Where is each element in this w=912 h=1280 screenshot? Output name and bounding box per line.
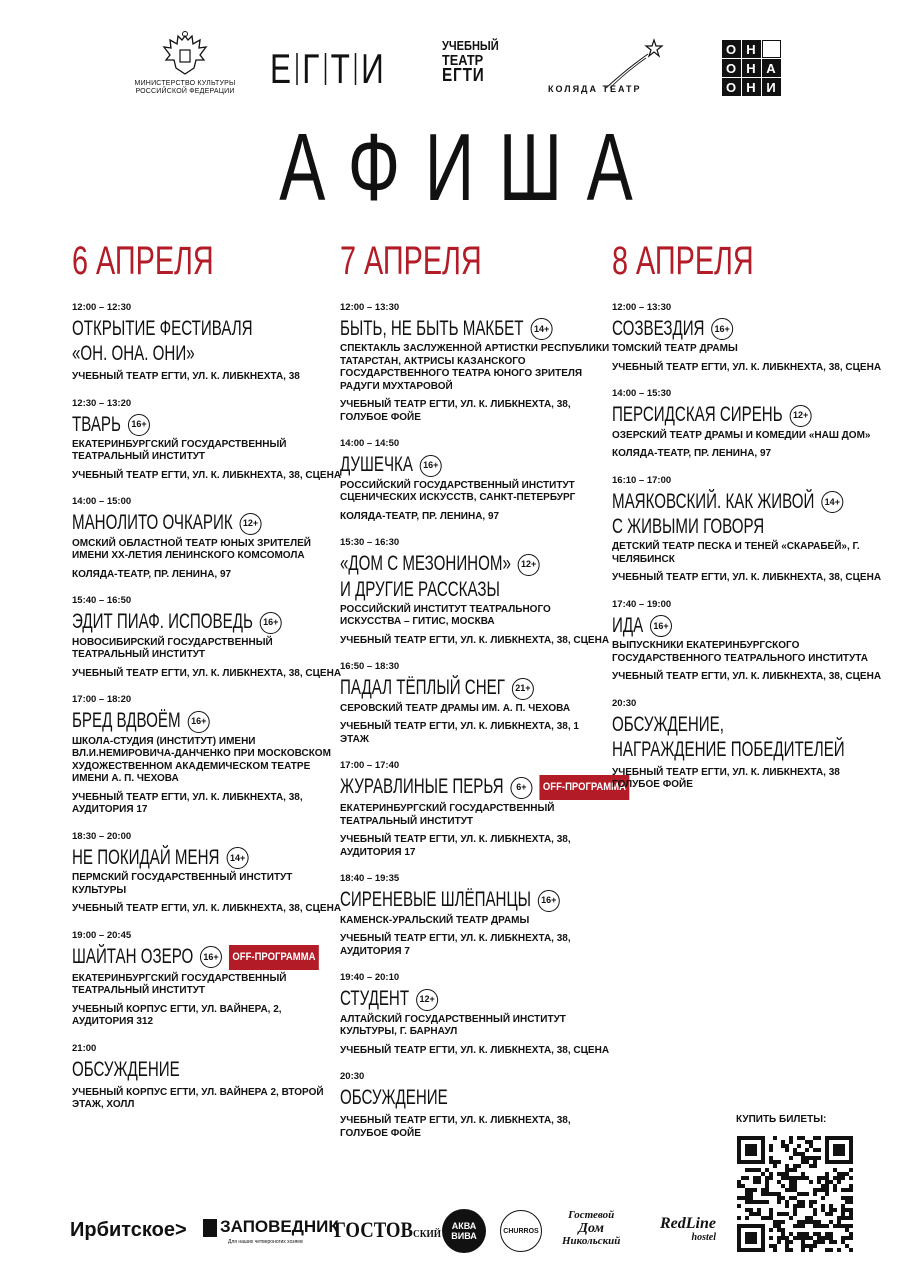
event-venue: УЧЕБНЫЙ ТЕАТР ЕГТИ, УЛ. К. ЛИБКНЕХТА, 38, СЦЕНА bbox=[72, 903, 342, 915]
event-item bbox=[340, 537, 610, 647]
event-venue: КОЛЯДА-ТЕАТР, ПР. ЛЕНИНА, 97 bbox=[340, 510, 500, 522]
event-venue: УЧЕБНЫЙ ТЕАТР ЕГТИ, УЛ. К. ЛИБКНЕХТА, 38, СЦЕНА bbox=[612, 572, 882, 584]
event-venue: УЧЕБНЫЙ ТЕАТР ЕГТИ, УЛ. К. ЛИБКНЕХТА, 38 bbox=[72, 371, 300, 382]
event-title bbox=[340, 552, 614, 575]
sponsor-zapovednik-logo bbox=[203, 1217, 339, 1237]
event-time: 12:00 – 12:30 bbox=[72, 302, 132, 313]
event-title bbox=[72, 317, 346, 340]
event-company: ТОМСКИЙ ТЕАТР ДРАМЫ bbox=[612, 343, 738, 355]
event-title-text: ОБСУЖДЕНИЕ bbox=[72, 1057, 180, 1081]
event-item bbox=[72, 398, 342, 483]
ono-cell: Н bbox=[742, 59, 761, 77]
event-item bbox=[612, 302, 882, 374]
kolyada-logo bbox=[548, 38, 668, 98]
qr-code-icon[interactable] bbox=[737, 1136, 853, 1252]
event-time: 12:00 – 13:30 bbox=[612, 302, 672, 313]
event-time: 15:40 – 16:50 bbox=[72, 595, 132, 607]
age-rating-badge: 12+ bbox=[518, 554, 540, 576]
event-venue: УЧЕБНЫЙ ТЕАТР ЕГТИ, УЛ. К. ЛИБКНЕХТА, 38, СЦЕНА bbox=[340, 634, 610, 646]
event-title-text: ШАЙТАН ОЗЕРО bbox=[72, 944, 194, 968]
event-title bbox=[612, 614, 886, 637]
ono-cell: О bbox=[722, 40, 741, 58]
eagle-emblem-icon bbox=[162, 30, 208, 78]
event-venue: УЧЕБНЫЙ ТЕАТР ЕГТИ, УЛ. К. ЛИБКНЕХТА, 38, СЦЕНА bbox=[72, 469, 342, 481]
gostevoy-line: Гостевой bbox=[568, 1209, 615, 1221]
event-title bbox=[72, 413, 346, 436]
sponsor-zapovednik-text: ЗАПОВЕДНИК bbox=[220, 1217, 339, 1236]
ono-cell: И bbox=[762, 78, 781, 96]
event-item bbox=[72, 1043, 342, 1112]
gostov-suffix: СКИЙ bbox=[412, 1228, 442, 1240]
event-title bbox=[340, 987, 614, 1010]
day-column bbox=[612, 238, 882, 806]
event-item bbox=[72, 595, 342, 680]
event-title-text: ЭДИТ ПИАФ. ИСПОВЕДЬ bbox=[72, 610, 253, 634]
gostov-text: ГОСТОВ bbox=[334, 1217, 413, 1242]
event-company: СЕРОВСКИЙ ТЕАТР ДРАМЫ ИМ. А. П. ЧЕХОВА bbox=[340, 702, 571, 714]
event-company: ЕКАТЕРИНБУРГСКИЙ ГОСУДАРСТВЕННЫЙ ТЕАТРАЛЬНЫЙ ИНСТИТУТ bbox=[340, 803, 555, 827]
event-venue: УЧЕБНЫЙ ТЕАТР ЕГТИ, УЛ. К. ЛИБКНЕХТА, 38, ГОЛУБОЕ ФОЙЕ bbox=[340, 399, 571, 423]
event-item bbox=[72, 302, 342, 384]
event-title-text: ТВАРЬ bbox=[72, 412, 121, 436]
sponsor-churros-logo: CHURROS bbox=[500, 1210, 542, 1252]
event-title-text: ПАДАЛ ТЁПЛЫЙ СНЕГ bbox=[340, 676, 505, 700]
buy-tickets-label: КУПИТЬ БИЛЕТЫ: bbox=[736, 1114, 827, 1125]
day-column bbox=[72, 238, 342, 1126]
event-time: 12:30 – 13:20 bbox=[72, 397, 132, 409]
day-heading: 7 АПРЕЛЯ bbox=[340, 239, 482, 283]
sponsor-zapovednik-subtitle: Для наших четвероногих хозяев bbox=[228, 1239, 303, 1245]
age-rating-badge: 6+ bbox=[511, 777, 533, 799]
age-rating-badge: 16+ bbox=[650, 615, 672, 637]
egti-logo bbox=[270, 45, 384, 93]
age-rating-badge: 16+ bbox=[128, 414, 150, 436]
event-venue: УЧЕБНЫЙ КОРПУС ЕГТИ, УЛ. ВАЙНЕРА 2, ВТОРОЙ ЭТАЖ, ХОЛЛ bbox=[72, 1086, 324, 1111]
event-title bbox=[612, 490, 886, 513]
ono-cell: А bbox=[762, 59, 781, 77]
event-company: ЕКАТЕРИНБУРГСКИЙ ГОСУДАРСТВЕННЫЙ ТЕАТРАЛЬНЫЙ ИНСТИТУТ bbox=[72, 972, 287, 997]
event-time: 21:00 bbox=[72, 1042, 97, 1054]
ono-cell: О bbox=[722, 59, 741, 77]
ut-line: ТЕАТР bbox=[442, 52, 484, 69]
event-company: КАМЕНСК-УРАЛЬСКИЙ ТЕАТР ДРАМЫ bbox=[340, 914, 530, 926]
event-company: ВЫПУСКНИКИ ЕКАТЕРИНБУРГСКОГО ГОСУДАРСТВЕННОГО ТЕАТРАЛЬНОГО ИНСТИТУТА bbox=[612, 640, 868, 664]
ut-line: ЕГТИ bbox=[442, 65, 485, 85]
age-rating-badge: 14+ bbox=[530, 318, 552, 340]
gostevoy-line: Дом bbox=[578, 1221, 605, 1236]
sponsor-gostovskiy-logo bbox=[334, 1217, 441, 1243]
age-rating-badge: 16+ bbox=[260, 612, 282, 634]
event-time: 20:30 bbox=[612, 697, 637, 709]
day-column bbox=[340, 238, 627, 1154]
header-logos bbox=[0, 0, 912, 115]
event-time: 14:00 – 15:30 bbox=[612, 388, 672, 400]
kolyada-text: КОЛЯДА ТЕАТР bbox=[548, 84, 642, 94]
sponsors-bar bbox=[70, 1205, 720, 1255]
event-item bbox=[340, 661, 610, 746]
event-item bbox=[612, 698, 882, 792]
event-title-text: И ДРУГИЕ РАССКАЗЫ bbox=[340, 577, 500, 601]
egti-letter: Е bbox=[270, 45, 292, 92]
event-item bbox=[612, 599, 882, 684]
event-title-text: МАЯКОВСКИЙ. КАК ЖИВОЙ bbox=[612, 489, 815, 513]
event-title-text: «ОН. ОНА. ОНИ» bbox=[72, 342, 195, 365]
event-title bbox=[612, 713, 886, 736]
event-time: 17:00 – 18:20 bbox=[72, 694, 132, 706]
event-venue: УЧЕБНЫЙ ТЕАТР ЕГТИ, УЛ. К. ЛИБКНЕХТА, 38, ГОЛУБОЕ ФОЙЕ bbox=[340, 1115, 571, 1139]
ministry-text: МИНИСТЕРСТВО КУЛЬТУРЫ РОССИЙСКОЙ ФЕДЕРАЦИИ bbox=[134, 80, 236, 95]
event-title bbox=[72, 342, 346, 365]
event-title bbox=[340, 888, 614, 911]
event-company: ОЗЕРСКИЙ ТЕАТР ДРАМЫ И КОМЕДИИ «НАШ ДОМ» bbox=[612, 429, 871, 441]
event-title bbox=[612, 738, 886, 761]
event-title bbox=[612, 317, 886, 340]
event-item bbox=[612, 475, 882, 585]
event-venue: УЧЕБНЫЙ ТЕАТР ЕГТИ, УЛ. К. ЛИБКНЕХТА, 38, АУДИТОРИЯ 17 bbox=[340, 834, 571, 858]
event-venue: УЧЕБНЫЙ ТЕАТР ЕГТИ, УЛ. К. ЛИБКНЕХТА, 38, АУДИТОРИЯ 7 bbox=[340, 933, 571, 957]
event-venue: УЧЕБНЫЙ ТЕАТР ЕГТИ, УЛ. К. ЛИБКНЕХТА, 38, АУДИТОРИЯ 17 bbox=[72, 791, 303, 816]
akva-line: ВИВА bbox=[451, 1231, 477, 1241]
event-title-text: МАНОЛИТО ОЧКАРИК bbox=[72, 511, 233, 535]
event-title-text: БЫТЬ, НЕ БЫТЬ МАКБЕТ bbox=[340, 317, 524, 340]
event-title bbox=[72, 1058, 346, 1081]
sponsor-akva-viva-logo bbox=[442, 1209, 486, 1253]
event-venue: КОЛЯДА-ТЕАТР, ПР. ЛЕНИНА, 97 bbox=[72, 568, 232, 580]
event-time: 12:00 – 13:30 bbox=[340, 302, 400, 313]
sponsor-gostevoy-dom-logo bbox=[562, 1209, 620, 1248]
age-rating-badge: 16+ bbox=[420, 455, 442, 477]
event-title-text: ПЕРСИДСКАЯ СИРЕНЬ bbox=[612, 403, 783, 427]
event-item bbox=[340, 873, 610, 958]
event-time: 14:00 – 15:00 bbox=[72, 496, 132, 508]
event-time: 16:50 – 18:30 bbox=[340, 661, 400, 673]
event-time: 14:00 – 14:50 bbox=[340, 438, 400, 450]
event-item bbox=[612, 388, 882, 460]
off-program-badge: OFF-ПРОГРАММА bbox=[229, 945, 319, 970]
event-venue: УЧЕБНЫЙ ТЕАТР ЕГТИ, УЛ. К. ЛИБКНЕХТА, 38, СЦЕНА bbox=[340, 1044, 610, 1056]
zapovednik-icon bbox=[203, 1219, 217, 1237]
event-item bbox=[340, 302, 610, 424]
event-item bbox=[340, 972, 610, 1057]
ono-cell: О bbox=[722, 78, 741, 96]
event-venue: УЧЕБНЫЙ ТЕАТР ЕГТИ, УЛ. К. ЛИБКНЕХТА, 38 ГОЛУБОЕ ФОЙЕ bbox=[612, 766, 840, 791]
event-time: 19:00 – 20:45 bbox=[72, 929, 132, 941]
event-title bbox=[612, 515, 886, 538]
event-title-text: СИРЕНЕВЫЕ ШЛЁПАНЦЫ bbox=[340, 888, 532, 912]
ministry-logo bbox=[130, 30, 240, 96]
age-rating-badge: 14+ bbox=[821, 491, 843, 513]
event-title-text: С ЖИВЫМИ ГОВОРЯ bbox=[612, 515, 765, 539]
sponsor-redline-hostel-logo bbox=[660, 1217, 716, 1245]
day-heading: 6 АПРЕЛЯ bbox=[72, 239, 214, 283]
event-time: 19:40 – 20:10 bbox=[340, 972, 400, 984]
event-company: ПЕРМСКИЙ ГОСУДАРСТВЕННЫЙ ИНСТИТУТ КУЛЬТУРЫ bbox=[72, 872, 293, 896]
gostevoy-line: Никольский bbox=[562, 1235, 621, 1247]
event-item bbox=[340, 1071, 610, 1140]
event-time: 18:40 – 19:35 bbox=[340, 873, 400, 885]
event-title bbox=[340, 453, 614, 476]
event-venue: УЧЕБНЫЙ ТЕАТР ЕГТИ, УЛ. К. ЛИБКНЕХТА, 38, СЦЕНА bbox=[612, 361, 882, 373]
event-title bbox=[340, 317, 614, 340]
ono-cell: Н bbox=[742, 78, 761, 96]
event-company: АЛТАЙСКИЙ ГОСУДАРСТВЕННЫЙ ИНСТИТУТ КУЛЬТУРЫ, Г. БАРНАУЛ bbox=[340, 1013, 566, 1038]
event-venue: УЧЕБНЫЙ ТЕАТР ЕГТИ, УЛ. К. ЛИБКНЕХТА, 38, 1 ЭТАЖ bbox=[340, 721, 579, 745]
egti-letter: Г bbox=[302, 45, 321, 92]
ono-cell: Н bbox=[742, 40, 761, 58]
event-title-text: «ДОМ С МЕЗОНИНОМ» bbox=[340, 552, 511, 576]
event-title-text: ОБСУЖДЕНИЕ, bbox=[612, 712, 724, 736]
event-title-text: СТУДЕНТ bbox=[340, 987, 410, 1011]
event-item bbox=[72, 930, 342, 1029]
event-time: 16:10 – 17:00 bbox=[612, 474, 672, 486]
ut-line: УЧЕБНЫЙ bbox=[442, 38, 499, 53]
event-title-text: НАГРАЖДЕНИЕ ПОБЕДИТЕЛЕЙ bbox=[612, 737, 845, 761]
age-rating-badge: 16+ bbox=[538, 890, 560, 912]
event-item bbox=[340, 438, 610, 523]
age-rating-badge: 14+ bbox=[226, 847, 248, 869]
event-item bbox=[72, 496, 342, 581]
event-title bbox=[72, 945, 346, 970]
event-title bbox=[340, 1086, 614, 1109]
event-company: ШКОЛА-СТУДИЯ (ИНСТИТУТ) ИМЕНИ ВЛ.И.НЕМИРОВИЧА-ДАНЧЕНКО ПРИ МОСКОВСКОМ ХУДОЖЕСТВЕННОМ АКАДЕМИЧЕСКОМ ТЕАТРЕ ИМЕНИ А. П. ЧЕХОВА bbox=[72, 735, 331, 785]
event-venue: КОЛЯДА-ТЕАТР, ПР. ЛЕНИНА, 97 bbox=[612, 448, 772, 460]
page-title: АФИША bbox=[279, 114, 658, 221]
event-venue: УЧЕБНЫЙ КОРПУС ЕГТИ, УЛ. ВАЙНЕРА, 2, АУДИТОРИЯ 312 bbox=[72, 1003, 282, 1028]
day-heading: 8 АПРЕЛЯ bbox=[612, 239, 754, 283]
event-time: 20:30 bbox=[340, 1071, 365, 1083]
age-rating-badge: 12+ bbox=[790, 405, 812, 427]
event-company: ДЕТСКИЙ ТЕАТР ПЕСКА И ТЕНЕЙ «СКАРАБЕЙ», Г. ЧЕЛЯБИНСК bbox=[612, 541, 860, 565]
event-title-text: ДУШЕЧКА bbox=[340, 453, 413, 477]
event-title bbox=[340, 676, 614, 699]
event-title-text: ИДА bbox=[612, 613, 644, 637]
event-time: 18:30 – 20:00 bbox=[72, 830, 132, 842]
event-title bbox=[72, 846, 346, 869]
event-time: 17:40 – 19:00 bbox=[612, 598, 672, 610]
event-item bbox=[72, 831, 342, 916]
event-title bbox=[72, 709, 346, 732]
event-title bbox=[72, 511, 346, 534]
age-rating-badge: 21+ bbox=[512, 678, 534, 700]
event-title-text: СОЗВЕЗДИЯ bbox=[612, 317, 705, 340]
event-company: РОССИЙСКИЙ ГОСУДАРСТВЕННЫЙ ИНСТИТУТ СЦЕНИЧЕСКИХ ИСКУССТВ, САНКТ-ПЕТЕРБУРГ bbox=[340, 479, 576, 504]
event-title-text: ОТКРЫТИЕ ФЕСТИВАЛЯ bbox=[72, 317, 253, 340]
event-time: 15:30 – 16:30 bbox=[340, 537, 400, 549]
event-item bbox=[72, 694, 342, 816]
event-company: НОВОСИБИРСКИЙ ГОСУДАРСТВЕННЫЙ ТЕАТРАЛЬНЫЙ ИНСТИТУТ bbox=[72, 636, 273, 661]
age-rating-badge: 16+ bbox=[711, 318, 733, 340]
event-title-text: БРЕД ВДВОЁМ bbox=[72, 709, 181, 733]
event-company: СПЕКТАКЛЬ ЗАСЛУЖЕННОЙ АРТИСТКИ РЕСПУБЛИКИ ТАТАРСТАН, АКТРИСЫ КАЗАНСКОГО ГОСУДАРСТВЕННОГО ТЕАТРА ЮНОГО ЗРИТЕЛЯ РАДУГИ МУХТАРОВОЙ bbox=[340, 343, 610, 392]
event-title bbox=[340, 775, 627, 800]
age-rating-badge: 16+ bbox=[200, 946, 222, 968]
age-rating-badge: 16+ bbox=[188, 711, 210, 733]
off-program-badge: OFF-ПРОГРАММА bbox=[540, 775, 630, 800]
event-title-text: НЕ ПОКИДАЙ МЕНЯ bbox=[72, 845, 220, 869]
event-company: ЕКАТЕРИНБУРГСКИЙ ГОСУДАРСТВЕННЫЙ ТЕАТРАЛЬНЫЙ ИНСТИТУТ bbox=[72, 438, 287, 463]
uchebny-teatr-logo bbox=[442, 38, 499, 83]
event-title-text: ЖУРАВЛИНЫЕ ПЕРЬЯ bbox=[340, 775, 504, 799]
redline-sub: hostel bbox=[691, 1232, 716, 1243]
event-time: 17:00 – 17:40 bbox=[340, 760, 400, 772]
sponsor-irbitskoe-logo: Ирбитское> bbox=[70, 1219, 187, 1241]
egti-letter: Т bbox=[330, 45, 351, 92]
event-title bbox=[72, 610, 346, 633]
event-venue: УЧЕБНЫЙ ТЕАТР ЕГТИ, УЛ. К. ЛИБКНЕХТА, 38, СЦЕНА bbox=[612, 671, 882, 683]
age-rating-badge: 12+ bbox=[240, 513, 262, 535]
event-company: ОМСКИЙ ОБЛАСТНОЙ ТЕАТР ЮНЫХ ЗРИТЕЛЕЙ ИМЕНИ ХХ-ЛЕТИЯ ЛЕНИНСКОГО КОМСОМОЛА bbox=[72, 537, 311, 562]
event-venue: УЧЕБНЫЙ ТЕАТР ЕГТИ, УЛ. К. ЛИБКНЕХТА, 38, СЦЕНА bbox=[72, 667, 342, 679]
ono-ona-oni-logo bbox=[722, 40, 780, 96]
ono-cell bbox=[762, 40, 781, 58]
age-rating-badge: 12+ bbox=[416, 989, 438, 1011]
event-title bbox=[340, 578, 614, 601]
redline-text: RedLine bbox=[660, 1215, 716, 1232]
event-title bbox=[612, 403, 886, 426]
akva-line: АКВА bbox=[451, 1221, 477, 1231]
egti-letter: И bbox=[361, 45, 385, 92]
event-item bbox=[340, 760, 627, 859]
event-title-text: ОБСУЖДЕНИЕ bbox=[340, 1086, 448, 1110]
event-company: РОССИЙСКИЙ ИНСТИТУТ ТЕАТРАЛЬНОГО ИСКУССТВА – ГИТИС, МОСКВА bbox=[340, 603, 551, 628]
